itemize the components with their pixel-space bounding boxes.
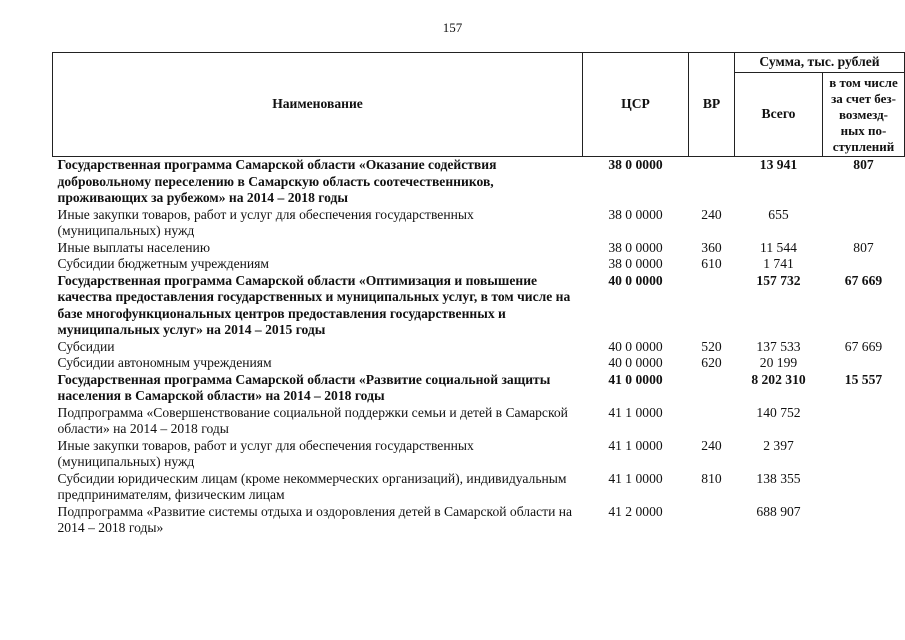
column-header-free-line: возмезд- (839, 106, 888, 122)
row-csr-cell: 38 0 0000 (608, 239, 663, 255)
row-free-cell: 67 669 (844, 338, 883, 354)
row-csr-cell: 40 0 0000 (608, 355, 663, 370)
row-vr-cell: 810 (701, 470, 722, 486)
column-header-free-line: ступлений (832, 138, 895, 154)
table-row (53, 273, 905, 339)
row-vr-cell: 360 (701, 239, 722, 255)
table-header (53, 53, 905, 157)
row-free-cell (823, 471, 905, 504)
row-free-cell: 15 557 (844, 371, 883, 387)
row-total-cell: 2 397 (763, 437, 794, 453)
column-header-name: Наименование (53, 53, 583, 157)
row-name-cell: Государственная программа Самарской области «Оптимизация и повышение качества предоставления государственных и муниципальных услуг, в том числе на базе многофункциональных центров предоставления государственных и муниципальных услуг» на 2014 – 2015 годы (57, 272, 571, 337)
row-csr-cell: 38 0 0000 (608, 206, 663, 222)
row-name-cell: Подпрограмма «Развитие системы отдыха и оздоровления детей в Самарской области на 2014 – 2018 годы» (57, 503, 573, 535)
row-vr-cell (689, 504, 735, 537)
row-name-cell: Государственная программа Самарской области «Оказание содействия добровольному переселению в Самарскую область соотечественников, проживающих за рубежом» на 2014 – 2018 годы (57, 157, 497, 205)
row-free-cell (823, 504, 905, 537)
row-csr-cell: 41 0 0000 (608, 371, 663, 387)
row-name-cell: Подпрограмма «Совершенствование социальной поддержки семьи и детей в Самарской области» на 2014 – 2018 годы (57, 404, 568, 436)
table-row (53, 504, 905, 537)
row-csr-cell: 40 0 0000 (608, 272, 663, 288)
row-csr-cell: 41 1 0000 (608, 470, 663, 486)
row-total-cell: 688 907 (756, 503, 801, 519)
column-header-vr: ВР (689, 53, 735, 157)
budget-table (52, 52, 905, 537)
row-total-cell: 157 732 (756, 272, 801, 288)
row-name-cell: Субсидии (57, 338, 115, 354)
row-free-cell: 67 669 (844, 272, 883, 288)
table-row (53, 355, 905, 372)
row-name-cell: Субсидии автономным учреждениям (57, 355, 272, 370)
row-free-cell (823, 355, 905, 372)
table-row (53, 207, 905, 240)
column-header-free-line: в том числе (829, 74, 898, 90)
row-vr-cell (689, 405, 735, 438)
table-row (53, 240, 905, 257)
table-row (53, 157, 905, 207)
row-total-cell: 138 355 (756, 470, 801, 486)
row-name-cell: Иные закупки товаров, работ и услуг для обеспечения государственных (муниципальных) нужд (57, 206, 474, 238)
table-row (53, 256, 905, 273)
row-total-cell: 1 741 (763, 256, 794, 271)
row-csr-cell: 40 0 0000 (608, 338, 663, 354)
table-row (53, 372, 905, 405)
row-total-cell: 8 202 310 (751, 371, 806, 387)
row-free-cell (823, 438, 905, 471)
row-vr-cell: 240 (701, 437, 722, 453)
row-vr-cell (689, 273, 735, 339)
column-header-csr: ЦСР (583, 53, 689, 157)
table-row (53, 405, 905, 438)
row-total-cell: 20 199 (759, 355, 798, 370)
row-name-cell: Иные закупки товаров, работ и услуг для обеспечения государственных (муниципальных) нужд (57, 437, 474, 469)
row-vr-cell: 520 (701, 338, 722, 354)
column-header-sum: Сумма, тыс. рублей (735, 53, 905, 73)
row-total-cell: 13 941 (759, 157, 798, 172)
row-csr-cell: 41 2 0000 (608, 503, 663, 519)
table-row (53, 339, 905, 356)
row-csr-cell: 38 0 0000 (608, 157, 663, 172)
column-header-total: Всего (735, 73, 823, 157)
row-vr-cell: 610 (701, 256, 722, 271)
table-row (53, 438, 905, 471)
row-csr-cell: 38 0 0000 (608, 256, 663, 271)
row-free-cell: 807 (853, 157, 874, 172)
column-header-free-line: за счет без- (831, 90, 896, 106)
row-total-cell: 655 (768, 206, 789, 222)
column-header-free-line: ных по- (840, 122, 887, 138)
row-csr-cell: 41 1 0000 (608, 404, 663, 420)
row-vr-cell (689, 157, 735, 207)
row-total-cell: 140 752 (756, 404, 801, 420)
row-total-cell: 11 544 (760, 239, 797, 255)
row-name-cell: Субсидии бюджетным учреждениям (57, 256, 270, 271)
row-total-cell: 137 533 (756, 338, 801, 354)
row-free-cell (823, 405, 905, 438)
row-name-cell: Государственная программа Самарской области «Развитие социальной защиты населения в Самарской области» на 2014 – 2018 годы (57, 371, 551, 403)
row-free-cell: 807 (853, 239, 874, 255)
table-row (53, 471, 905, 504)
row-vr-cell: 620 (701, 355, 722, 370)
table-body (53, 157, 905, 537)
page-number: 157 (442, 20, 463, 35)
row-vr-cell (689, 372, 735, 405)
row-csr-cell: 41 1 0000 (608, 437, 663, 453)
row-name-cell: Иные выплаты населению (57, 239, 210, 255)
row-free-cell (823, 207, 905, 240)
row-vr-cell: 240 (701, 206, 722, 222)
column-header-free (823, 73, 905, 157)
row-free-cell (823, 256, 905, 273)
row-name-cell: Субсидии юридическим лицам (кроме некоммерческих организаций), индивидуальным предпринимателям, физическим лицам (57, 470, 567, 502)
